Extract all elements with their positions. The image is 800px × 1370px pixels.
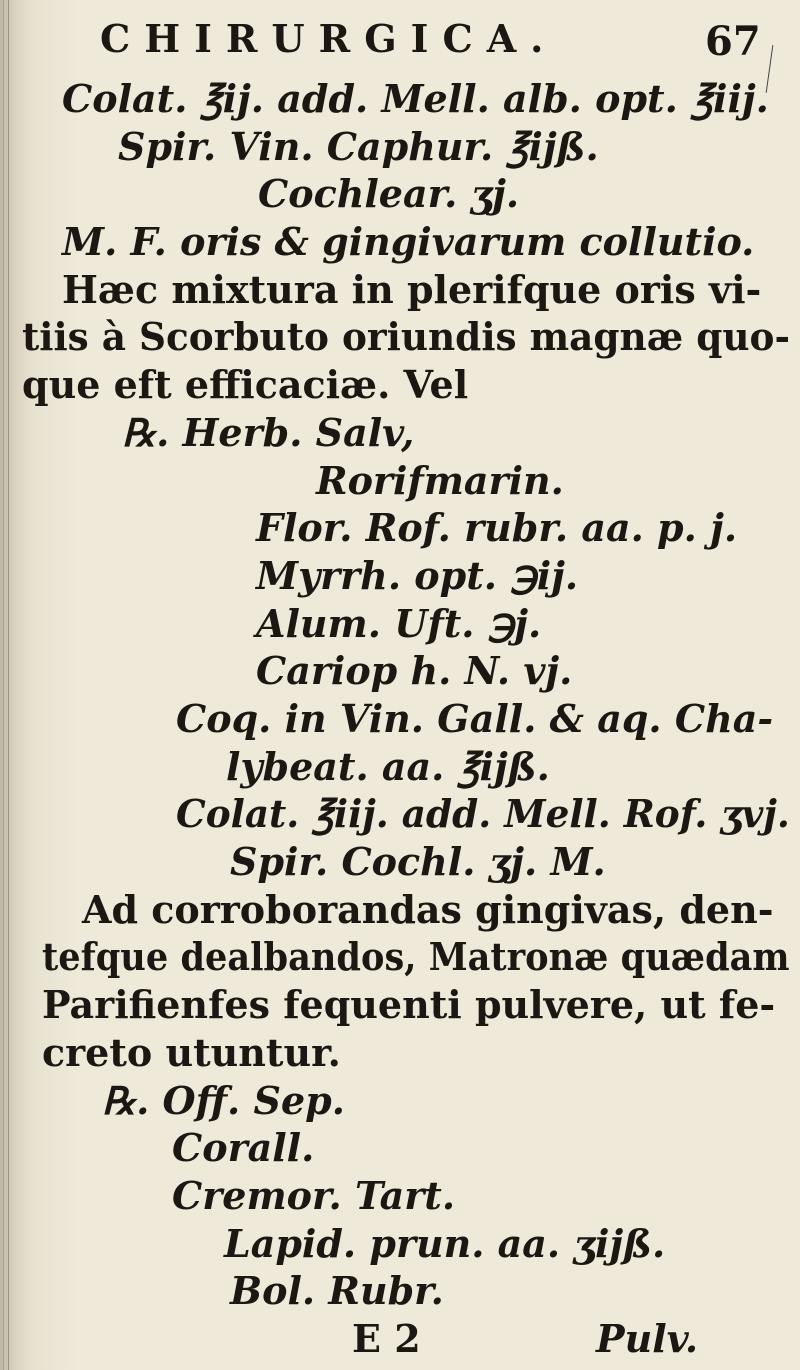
signature-mark: E 2 (352, 1316, 421, 1361)
text-line: Lapid. prun. aa. ʒijß. (224, 1221, 666, 1266)
text-line: Corall. (172, 1125, 315, 1170)
text-line: Spir. Vin. Caphur. ℥ijß. (118, 124, 599, 169)
catchword: Pulv. (596, 1316, 699, 1361)
text-line: Rorifmarin. (316, 458, 564, 503)
text-line: Spir. Cochl. ʒj. M. (230, 839, 606, 884)
text-line: Colat. ℥iij. add. Mell. Rof. ʒvj. (176, 791, 790, 836)
text-line: tiis à Scorbuto oriundis magnæ quo- (22, 314, 790, 359)
text-line: Cochlear. ʒj. (258, 171, 520, 216)
text-line: Myrrh. opt. ℈ij. (256, 553, 579, 598)
text-line: Cremor. Tart. (172, 1173, 456, 1218)
text-line: ℞. Off. Sep. (102, 1078, 345, 1123)
text-line: Bol. Rubr. (230, 1268, 444, 1313)
text-line: Flor. Rof. rubr. aa. p. j. (256, 505, 738, 550)
text-line: que eft efficaciæ. Vel (22, 362, 469, 407)
running-title: CHIRURGICA. (100, 16, 558, 61)
text-line: lybeat. aa. ℥ijß. (226, 744, 550, 789)
text-line: tefque dealbandos, Matronæ quædam (42, 934, 790, 979)
page-gutter-line (3, 0, 4, 1370)
text-line: Hæc mixtura in plerifque oris vi- (62, 267, 762, 312)
text-line: Alum. Uft. ℈j. (256, 601, 542, 646)
text-line: Coq. in Vin. Gall. & aq. Cha- (176, 696, 774, 741)
page-number: 67 (705, 18, 761, 65)
text-line: M. F. oris & gingivarum collutio. (62, 219, 755, 264)
page-gutter-line (8, 0, 9, 1370)
text-line: Parifienfes fequenti pulvere, ut fe- (42, 982, 776, 1027)
text-line: creto utuntur. (42, 1030, 341, 1075)
text-line: Cariop h. N. vj. (256, 648, 573, 693)
text-line: Ad corroborandas gingivas, den- (82, 887, 774, 932)
text-line: ℞. Herb. Salv, (122, 410, 415, 455)
text-line: Colat. ℥ij. add. Mell. alb. opt. ℥iij. (62, 76, 769, 121)
